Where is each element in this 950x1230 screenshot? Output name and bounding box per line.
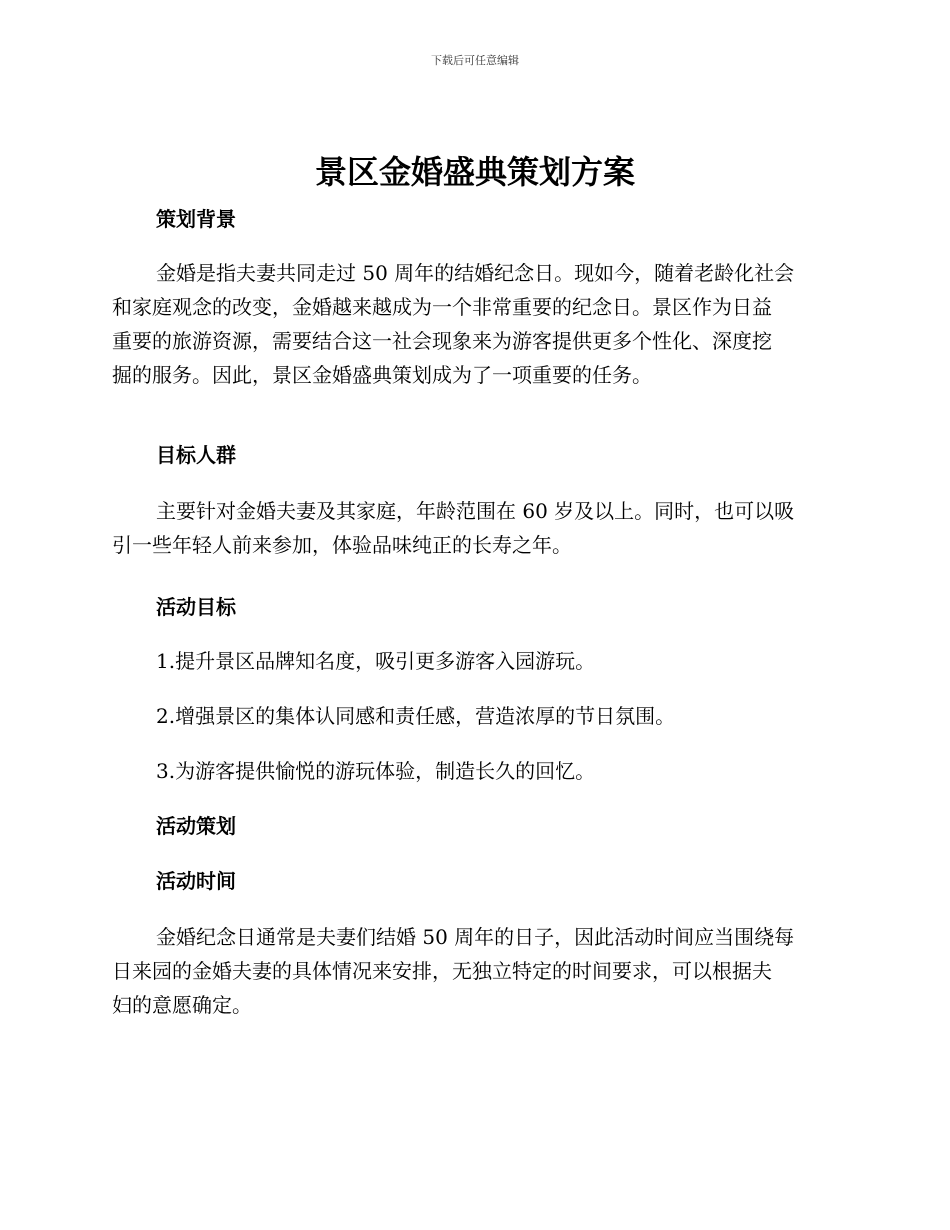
goal-item-3: [112, 758, 838, 784]
paragraph-line: 主要针对金婚夫妻及其家庭，年龄范围在 60 岁及以上。同时，也可以吸: [156, 499, 795, 523]
paragraph-line: 妇的意愿确定。: [112, 993, 252, 1017]
section-audience: [112, 442, 838, 468]
header-note: 下载后可任意编辑: [431, 54, 519, 67]
paragraph-line: 重要的旅游资源，需要结合这一社会现象来为游客提供更多个性化、深度挖: [112, 329, 772, 353]
document-title: 景区金婚盛典策划方案: [314, 153, 635, 191]
section-goals: [112, 594, 838, 620]
paragraph-line: 和家庭观念的改变，金婚越来越成为一个非常重要的纪念日。景区作为日益: [112, 295, 772, 319]
section-time: [112, 868, 838, 894]
paragraph-background: [112, 256, 838, 392]
paragraph-line: 金婚纪念日通常是夫妻们结婚 50 周年的日子，因此活动时间应当围绕每: [156, 925, 795, 949]
section-heading-goals: 活动目标: [156, 595, 236, 619]
paragraph-line: 掘的服务。因此，景区金婚盛典策划成为了一项重要的任务。: [112, 363, 652, 387]
goal-item-2: [112, 703, 838, 729]
paragraph-line: 引一些年轻人前来参加，体验品味纯正的长寿之年。: [112, 533, 572, 557]
list-item: 1.提升景区品牌知名度，吸引更多游客入园游玩。: [156, 649, 596, 673]
list-item: 2.增强景区的集体认同感和责任感，营造浓厚的节日氛围。: [156, 704, 676, 728]
paragraph-audience: [112, 494, 838, 562]
section-heading-time: 活动时间: [156, 869, 236, 893]
section-heading-audience: 目标人群: [156, 443, 236, 467]
list-item: 3.为游客提供愉悦的游玩体验，制造长久的回忆。: [156, 759, 596, 783]
section-heading-planning: 活动策划: [156, 814, 236, 838]
paragraph-line: 金婚是指夫妻共同走过 50 周年的结婚纪念日。现如今，随着老龄化社会: [156, 261, 795, 285]
goal-item-1: [112, 648, 838, 674]
paragraph-line: 日来园的金婚夫妻的具体情况来安排，无独立特定的时间要求，可以根据夫: [112, 959, 772, 983]
section-heading-background: 策划背景: [156, 207, 236, 231]
section-planning: [112, 813, 838, 839]
paragraph-time: [112, 920, 838, 1022]
section-background: [112, 206, 838, 232]
